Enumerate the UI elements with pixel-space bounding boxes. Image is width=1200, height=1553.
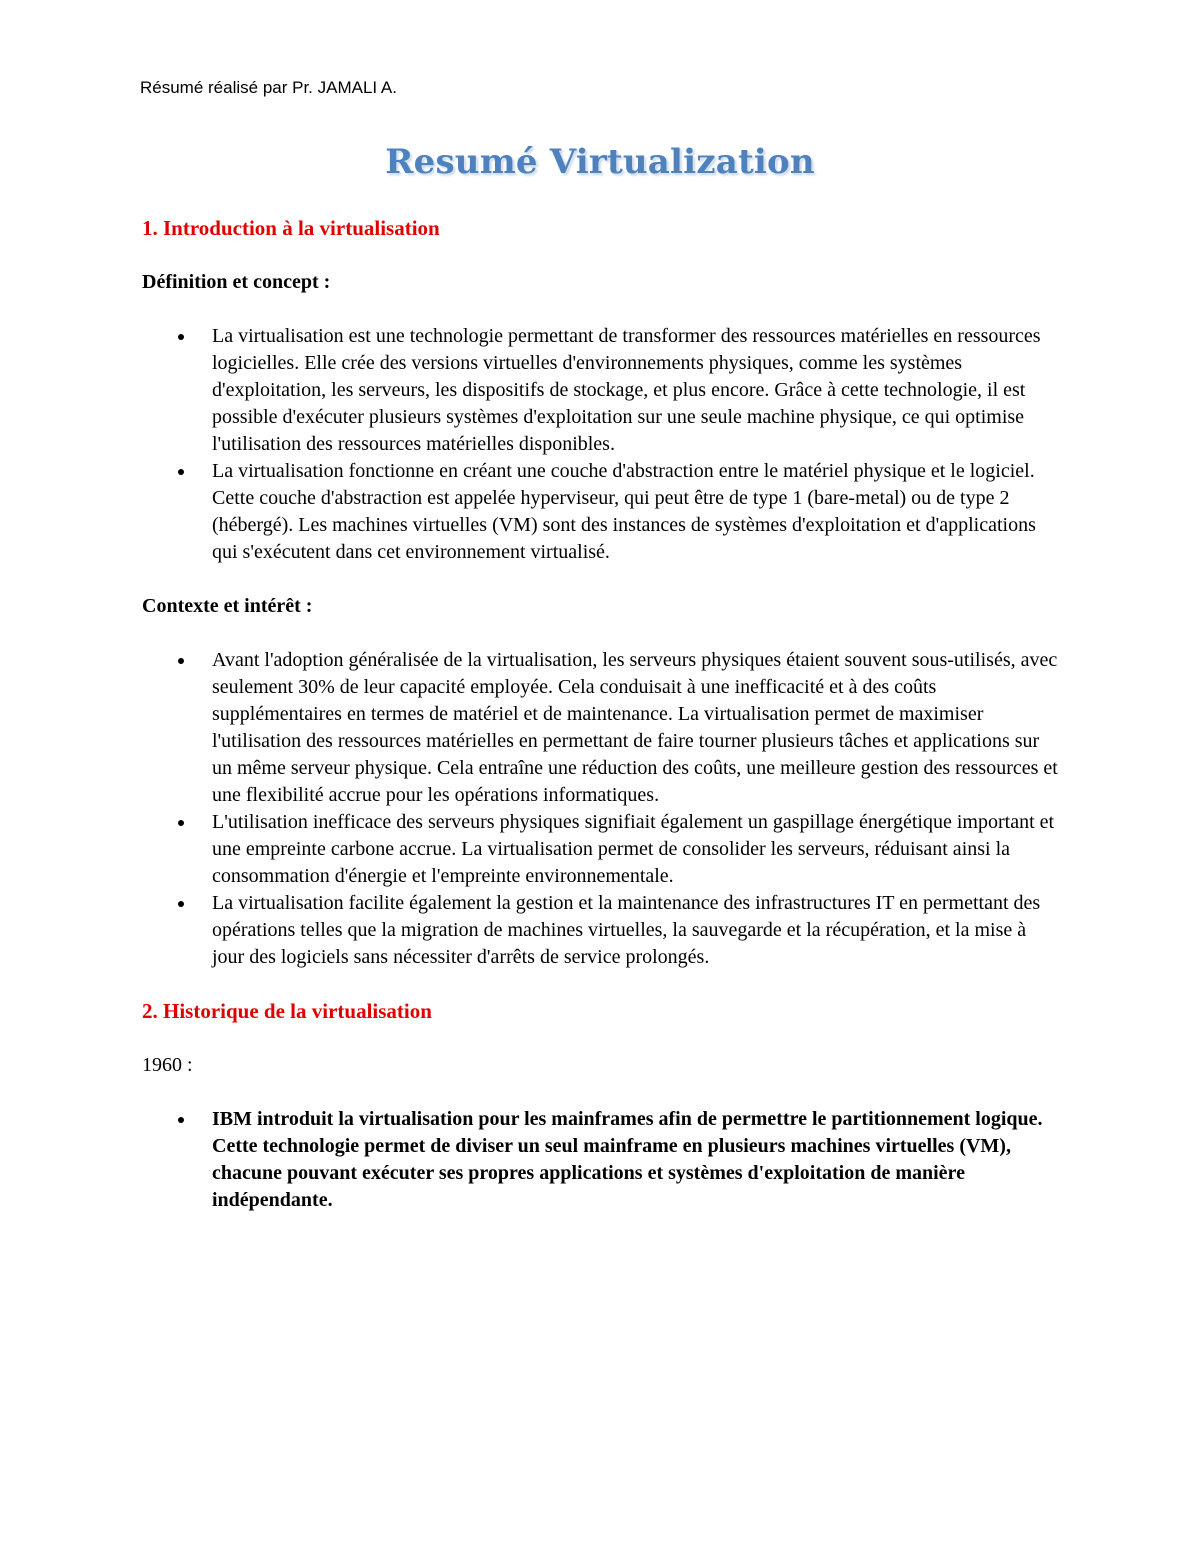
subheading-definition: Définition et concept : — [142, 271, 331, 293]
bullet-text: La virtualisation est une technologie permettant de transformer des ressources matérielles en ressources logicielles. Elle crée des versions virtuelles d'environnements physiques, comme les systèmes d'exploitation, les serveurs, les dispositifs de stockage, et plus encore. Grâce à cette technologie, il est possible d'exécuter plusieurs systèmes d'exploitation sur une seule machine physique, ce qui optimise l'utilisation des ressources matérielles disponibles. — [212, 325, 1041, 455]
bullet-icon — [178, 1117, 184, 1123]
document-title: Resumé Virtualization — [385, 142, 815, 182]
list-item — [142, 458, 1062, 566]
section-heading-introduction: 1. Introduction à la virtualisation — [142, 216, 440, 240]
bullet-text: La virtualisation fonctionne en créant une couche d'abstraction entre le matériel physique et le logiciel. Cette couche d'abstraction est appelée hyperviseur, qui peut être de type 1 (bare-metal) ou de type 2 (hébergé). Les machines virtuelles (VM) sont des instances de systèmes d'exploitation et d'applications qui s'exécutent dans cet environnement virtualisé. — [212, 460, 1036, 563]
author-note: Résumé réalisé par Pr. JAMALI A. — [140, 78, 397, 97]
bullet-icon — [178, 658, 184, 664]
context-bullet-list — [142, 647, 1062, 971]
bullet-icon — [178, 469, 184, 475]
document-body — [142, 215, 1062, 1241]
bullet-icon — [178, 334, 184, 340]
list-item — [142, 890, 1062, 971]
history-bullet-list — [142, 1106, 1062, 1214]
bullet-icon — [178, 901, 184, 907]
bullet-text: IBM introduit la virtualisation pour les mainframes afin de permettre le partitionnement logique. Cette technologie permet de diviser un seul mainframe en plusieurs machines virtuelles (VM), chacune pouvant exécuter ses propres applications et systèmes d'exploitation de manière indépendante. — [212, 1108, 1043, 1211]
bullet-text: La virtualisation facilite également la gestion et la maintenance des infrastructures IT en permettant des opérations telles que la migration de machines virtuelles, la sauvegarde et la récupération, et la mise à jour des logiciels sans nécessiter d'arrêts de service prolongés. — [212, 892, 1041, 968]
list-item — [142, 1106, 1062, 1214]
list-item — [142, 323, 1062, 458]
bullet-text: L'utilisation inefficace des serveurs physiques signifiait également un gaspillage énergétique important et une empreinte carbone accrue. La virtualisation permet de consolider les serveurs, réduisant ainsi la consommation d'énergie et l'empreinte environnementale. — [212, 811, 1055, 887]
list-item — [142, 809, 1062, 890]
bullet-text: Avant l'adoption généralisée de la virtualisation, les serveurs physiques étaient souvent sous-utilisés, avec seulement 30% de leur capacité employée. Cela conduisait à une inefficacité et à des coûts supplémentaires en termes de matériel et de maintenance. La virtualisation permet de maximiser l'utilisation des ressources matérielles en permettant de faire tourner plusieurs tâches et applications sur un même serveur physique. Cela entraîne une réduction des coûts, une meilleure gestion des ressources et une flexibilité accrue pour les opérations informatiques. — [212, 649, 1058, 806]
bullet-icon — [178, 820, 184, 826]
section-heading-history: 2. Historique de la virtualisation — [142, 999, 432, 1023]
definition-bullet-list — [142, 323, 1062, 566]
subheading-year-1960: 1960 : — [142, 1054, 193, 1076]
subheading-context: Contexte et intérêt : — [142, 595, 313, 617]
list-item — [142, 647, 1062, 809]
